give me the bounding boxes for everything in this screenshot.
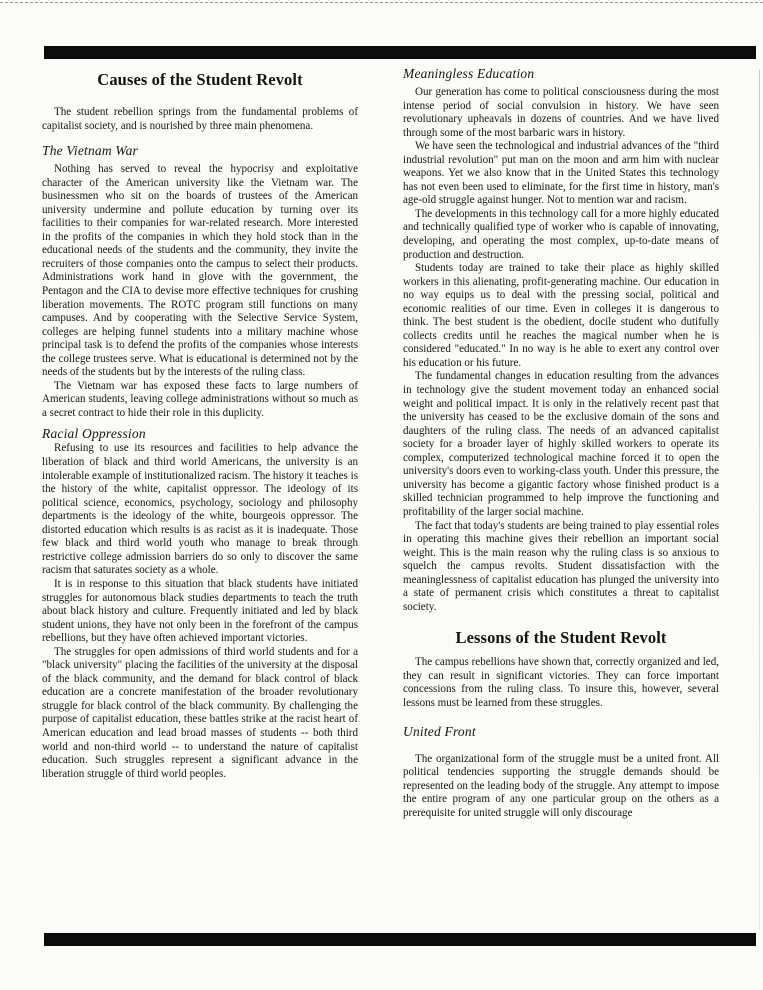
- heading-lessons: Lessons of the Student Revolt: [455, 628, 667, 648]
- paragraph-meaningless-2: We have seen the technological and industrial advances of the "third industrial revolution" put man on the moon and arm him with nuclear weapons. Yet we also know that in the United States this technology has not even been used to eliminate, for the first time in history, man's age-old struggle against hunger. Not to mention war and racism.: [403, 140, 719, 207]
- paragraph-racial-3: The struggles for open admissions of third world students and for a "black university" placing the facilities of the university at the disposal of the black community, and the demand for black control of black education are a concrete manifestation of the broader revolutionary struggle for black control of the black community. By challenging the purpose of capitalist education, these battles strike at the racist heart of American education and lead broad masses of students -- both third world and non-third world -- to understand the nature of capitalist education. Such struggles represent a significant advance in the liberation struggle of third world peoples.: [42, 645, 358, 780]
- page-edge-shadow: [759, 70, 760, 930]
- paragraph-meaningless-5: The fundamental changes in education resulting from the advances in technology give the student movement today an enhanced social weight and political impact. It is only in the relatively recent past that the university has ceased to be the exclusive domain of the sons and daughters of the ruling class. The needs of an advanced capitalist society for a broader layer of highly skilled workers to operate its complex, computerized technological machine forced it to open the university's doors even to working-class youth. Under this pressure, the university has become a gigantic factory whose finished product is a skilled technician programmed to help improve the functioning and profitability of the larger social machine.: [403, 370, 719, 518]
- bottom-rule-bar: [44, 933, 756, 946]
- paragraph-meaningless-3: The developments in this technology call for a more highly educated and technically qualified type of worker who is capable of innovating, developing, and operating the most complex, up-to-date means of production and destruction.: [403, 207, 719, 261]
- paragraph-meaningless-4: Students today are trained to take their place as highly skilled workers in this alienating, profit-generating machine. Our education in no way equips us to deal with the pressing social, political and economic realities of our time. Even in colleges it is dangerous to think. The best student is the obedient, docile student who dutifully collects credits until he reaches the magical number when he is considered "educated." In no way is he able to exert any control over his education or his future.: [403, 262, 719, 369]
- paragraph-meaningless-6: The fact that today's students are being trained to play essential roles in operating this machine gives their rebellion an important social weight. This is the main reason why the ruling class is so anxious to squelch the campus revolts. Student dissatisfaction with the meaninglessness of capitalist education has plunged the university into a state of permanent crisis which constitutes a threat to capitalist society.: [403, 519, 719, 613]
- paragraph-vietnam-2: The Vietnam war has exposed these facts to large numbers of American students, leaving college administrations without so much as a secret contract to hide their role in this duplicity.: [42, 379, 358, 419]
- subheading-vietnam-war: The Vietnam War: [42, 143, 138, 159]
- subheading-united-front: United Front: [403, 723, 476, 739]
- scan-edge-dashes: [0, 2, 763, 3]
- right-column: [403, 66, 719, 820]
- subheading-meaningless-education: Meaningless Education: [403, 66, 535, 81]
- paragraph-lessons-1: The campus rebellions have shown that, correctly organized and led, they can result in significant victories. They can force important concessions from the ruling class. To insure this, however, several lessons must be learned from these struggles.: [403, 656, 719, 709]
- paragraph-united-1: The organizational form of the struggle must be a united front. All political tendencies supporting the struggle demands should be represented on the leading body of the struggle. Any attempt to impose the entire program of any one particular group on the others as a prerequisite for united struggle will only discourage: [403, 752, 719, 819]
- paragraph-racial-1: Refusing to use its resources and facilities to help advance the liberation of black and third world Americans, the university is an intolerable example of institutionalized racism. The history it teaches is the history of the white, capitalist oppressor. The ideology of its political science, economics, psychology, sociology and philosophy departments is the ideology of the white, bourgeois oppressor. The distorted education which results is as racist as it is inadequate. Those few black and third world youth who manage to break through restrictive college admission barriers do so only to discover the same racism that saturates society as a whole.: [42, 442, 358, 577]
- left-column: [42, 70, 358, 781]
- paragraph-racial-2: It is in response to this situation that black students have initiated struggles for autonomous black studies departments to teach the truth about black history and culture. Frequently initiated and led by black student unions, they have not only been in the forefront of the campus rebellions, but they have often achieved important victories.: [42, 577, 358, 645]
- heading-causes: Causes of the Student Revolt: [97, 70, 303, 89]
- subheading-racial-oppression: Racial Oppression: [42, 426, 146, 442]
- paragraph-vietnam-1: Nothing has served to reveal the hypocrisy and exploitative character of the American university like the Vietnam war. The businessmen who sit on the boards of trustees of the American university undermine and pollute education by turning over its facilities to their companies for war-related research. More interested in the profits of the companies in which they hold stock than in the educational needs of the students and the community, they invite the recruiters of those companies onto the campus to select their products. Administrations work hand in glove with the government, the Pentagon and the CIA to devise more effective techniques for crushing liberation movements. The ROTC program still functions on many campuses. And by cooperating with the Selective Service System, colleges are helping funnel students into a military machine whose principal task is to defend the profits of the companies whose interests the college trustees serve. What is educational is determined not by the needs of the students but by the interests of the ruling class.: [42, 163, 358, 379]
- top-rule-bar: [44, 46, 756, 59]
- paragraph-causes-intro: The student rebellion springs from the fundamental problems of capitalist society, and is nourished by three main phenomena.: [42, 106, 358, 132]
- paragraph-meaningless-1: Our generation has come to political consciousness during the most intense period of social convulsion in history. We have seen revolutionary upheavals in dozens of countries. And we have lived through some of the most barbaric wars in history.: [403, 86, 719, 139]
